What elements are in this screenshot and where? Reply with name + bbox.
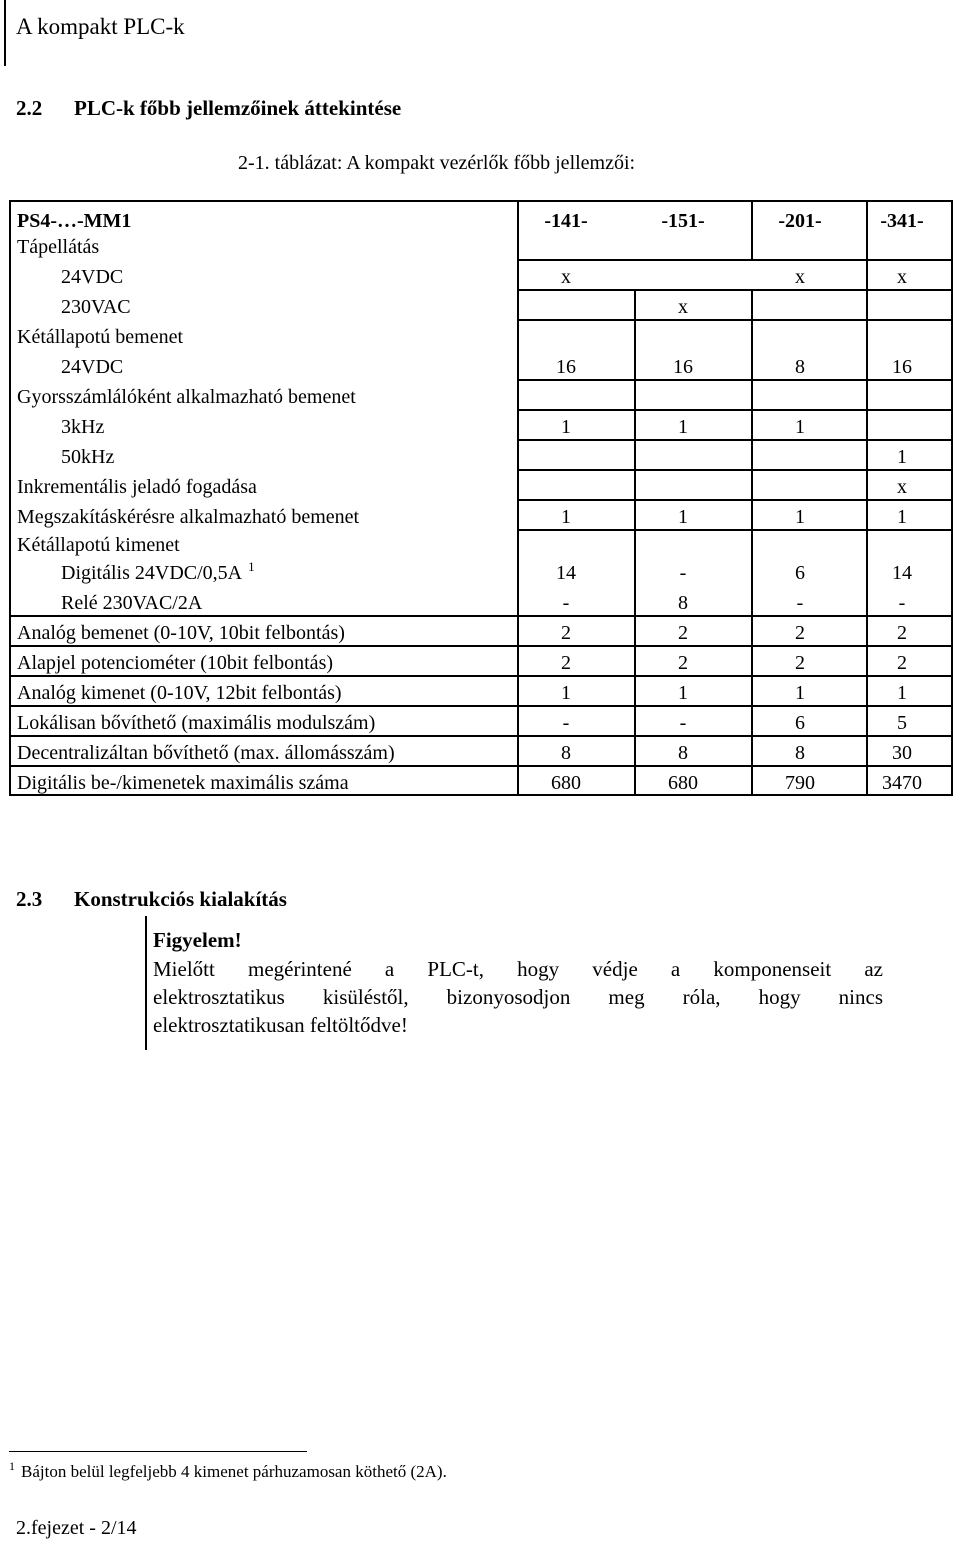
table-cell: 1 <box>678 506 688 528</box>
table-cell: x <box>561 266 571 288</box>
table-cell: 1 <box>561 506 571 528</box>
table-row <box>11 442 951 472</box>
warning-line: elektrosztatikusan feltöltődve! <box>153 1013 408 1037</box>
table-row <box>11 618 951 648</box>
table-cell: x <box>678 296 688 318</box>
table-cell: - <box>796 592 804 614</box>
table-cell: 790 <box>785 772 815 794</box>
column-header: -341- <box>880 210 924 232</box>
table-cell: 2 <box>897 622 907 644</box>
table-cell: 2 <box>678 622 688 644</box>
row-label: 24VDC <box>61 356 124 378</box>
row-label: 24VDC <box>61 266 124 288</box>
table-cell: 8 <box>678 592 688 614</box>
footnote-text: Bájton belül legfeljebb 4 kimenet párhuzamosan köthető (2A). <box>21 1462 447 1481</box>
table-row <box>11 352 951 382</box>
table-cell: 1 <box>678 416 688 438</box>
table-cell: 30 <box>892 742 912 764</box>
table-cell: 14 <box>556 562 576 584</box>
section-number: 2.2 <box>16 96 43 120</box>
row-label: Relé 230VAC/2A <box>61 592 203 614</box>
plc-characteristics-table <box>9 200 953 796</box>
warning-title: Figyelem! <box>153 928 242 952</box>
table-cell: 6 <box>795 712 805 734</box>
table-cell: 1 <box>795 416 805 438</box>
section-heading-2-2 <box>16 96 401 121</box>
row-label: Gyorsszámlálóként alkalmazható bemenet <box>17 386 356 408</box>
row-label: Inkrementális jeladó fogadása <box>17 476 257 498</box>
table-cell: 14 <box>892 562 912 584</box>
table-row <box>11 382 951 412</box>
page-footer: 2.fejezet - 2/14 <box>16 1517 137 1539</box>
table-row <box>11 530 951 560</box>
table-row <box>11 502 951 532</box>
table-cell: 2 <box>561 652 571 674</box>
table-cell: 1 <box>897 506 907 528</box>
header-rule <box>4 0 6 66</box>
table-cell: 2 <box>897 652 907 674</box>
table-row <box>11 232 951 262</box>
row-label: Alapjel potenciométer (10bit felbontás) <box>17 652 334 674</box>
warning-line: Mielőtt megérintené a PLC-t, hogy védje a komponenseit az <box>153 957 883 981</box>
table-header-label: PS4-…-MM1 <box>17 210 132 232</box>
footnote-rule <box>9 1451 307 1452</box>
row-label: 3kHz <box>61 416 105 438</box>
row-label: Decentralizáltan bővíthető (max. állomásszám) <box>17 742 395 764</box>
row-label: Digitális be-/kimenetek maximális száma <box>17 772 349 794</box>
table-cell: 16 <box>892 356 912 378</box>
table-cell: 1 <box>795 506 805 528</box>
section-title: Konstrukciós kialakítás <box>74 887 287 911</box>
table-row <box>11 588 951 618</box>
table-cell: - <box>562 592 570 614</box>
table-row <box>11 412 951 442</box>
table-row <box>11 768 951 798</box>
table-cell: 1 <box>561 416 571 438</box>
row-label: Analóg kimenet (0-10V, 12bit felbontás) <box>17 682 342 704</box>
warning-line: elektrosztatikus kisüléstől, bizonyosodjon meg róla, hogy nincs <box>153 985 883 1009</box>
table-cell: 16 <box>556 356 576 378</box>
table-cell: 3470 <box>882 772 922 794</box>
column-header: -151- <box>661 210 705 232</box>
table-cell: 16 <box>673 356 693 378</box>
table-cell: 1 <box>561 682 571 704</box>
footnote-marker: 1 <box>9 1459 15 1473</box>
table-cell: 2 <box>795 622 805 644</box>
table-cell: 8 <box>795 742 805 764</box>
table-cell: 8 <box>561 742 571 764</box>
column-header: -201- <box>778 210 822 232</box>
table-cell: 1 <box>795 682 805 704</box>
table-row <box>11 322 951 352</box>
table-cell: x <box>795 266 805 288</box>
row-label-text: Digitális 24VDC/0,5A <box>61 562 243 584</box>
table-cell: 1 <box>897 446 907 468</box>
row-label: Tápellátás <box>17 236 100 258</box>
row-label <box>61 558 255 588</box>
table-caption: 2-1. táblázat: A kompakt vezérlők főbb jellemzői: <box>238 152 636 174</box>
table-cell: 1 <box>897 682 907 704</box>
footnote <box>9 1459 447 1482</box>
table-cell: 680 <box>551 772 581 794</box>
table-cell: 2 <box>795 652 805 674</box>
table-cell: 5 <box>897 712 907 734</box>
column-header: -141- <box>544 210 588 232</box>
table-cell: 680 <box>668 772 698 794</box>
table-cell: x <box>897 266 907 288</box>
table-row <box>11 292 951 322</box>
table-cell: 8 <box>795 356 805 378</box>
table-row <box>11 648 951 678</box>
table-cell: - <box>898 592 906 614</box>
table-row <box>11 262 951 292</box>
row-label: Analóg bemenet (0-10V, 10bit felbontás) <box>17 622 345 644</box>
table-cell: 2 <box>561 622 571 644</box>
row-label: Kétállapotú bemenet <box>17 326 184 348</box>
row-label: Megszakításkérésre alkalmazható bemenet <box>17 506 360 528</box>
section-number: 2.3 <box>16 887 43 911</box>
table-cell: 1 <box>678 682 688 704</box>
row-label: Kétállapotú kimenet <box>17 534 180 556</box>
table-cell: 6 <box>795 562 805 584</box>
table-row <box>11 708 951 738</box>
table-cell: - <box>562 712 570 734</box>
row-label: Lokálisan bővíthető (maximális modulszám) <box>17 712 376 734</box>
row-label: 230VAC <box>61 296 131 318</box>
table-cell: 2 <box>678 652 688 674</box>
table-cell: 8 <box>678 742 688 764</box>
footnote-marker: 1 <box>248 559 255 574</box>
table-row <box>11 472 951 502</box>
table-row <box>11 738 951 768</box>
table-cell: - <box>679 712 687 734</box>
table-row <box>11 558 951 588</box>
running-header: A kompakt PLC-k <box>16 14 185 39</box>
warning-rule <box>145 916 147 1050</box>
table-cell: - <box>679 562 687 584</box>
section-title: PLC-k főbb jellemzőinek áttekintése <box>74 96 402 120</box>
table-cell: x <box>897 476 907 498</box>
table-row <box>11 678 951 708</box>
section-heading-2-3 <box>16 887 287 912</box>
row-label: 50kHz <box>61 446 115 468</box>
